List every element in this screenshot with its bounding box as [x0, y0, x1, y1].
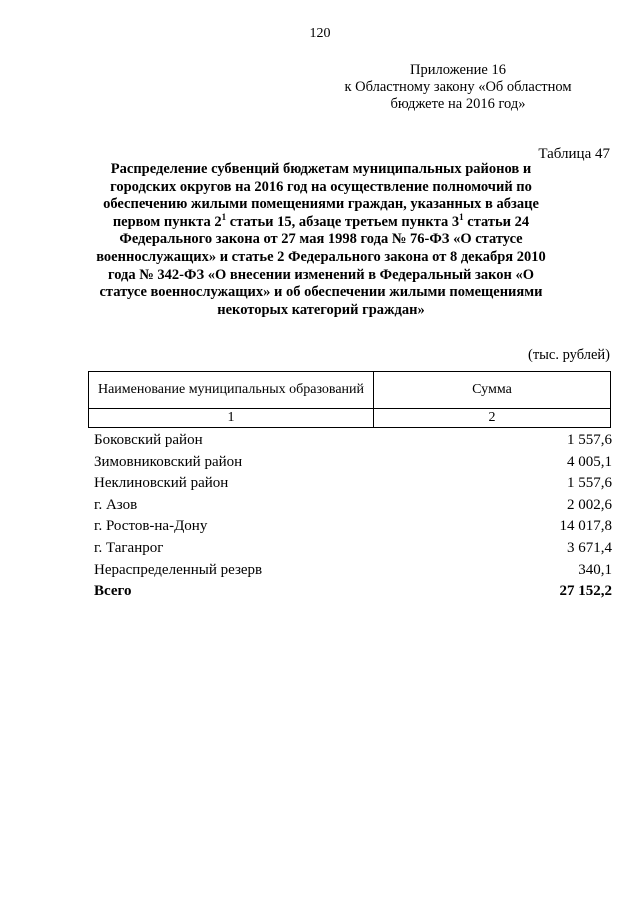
row-amount: 340,1	[578, 561, 612, 578]
row-name: г. Азов	[94, 496, 138, 513]
table-row	[94, 452, 612, 474]
row-amount: 3 671,4	[567, 539, 612, 556]
appendix-line-2: к Областному закону «Об областном	[344, 79, 572, 95]
units-label: (тыс. рублей)	[528, 347, 610, 363]
table-row	[94, 495, 612, 517]
total-row	[94, 581, 612, 603]
title-part-1: Распределение субвенций бюджетам муниципальных районов и городских округов на 2016 год на осуществление полномочий по обеспечению жилыми помещениями граждан, указанных в абзаце первом пункта 2	[103, 161, 539, 230]
row-amount: 14 017,8	[559, 518, 612, 535]
title-superscript-2: 1	[459, 211, 464, 222]
table-row	[94, 430, 612, 452]
document-title	[86, 161, 556, 319]
table-header	[88, 371, 611, 428]
table-row	[94, 560, 612, 582]
row-amount: 1 557,6	[567, 475, 612, 492]
row-name: Зимовниковский район	[94, 453, 243, 470]
appendix-line-1: Приложение 16	[410, 62, 506, 78]
column-number-1: 1	[89, 409, 374, 428]
total-label: Всего	[94, 583, 132, 600]
appendix-header	[308, 62, 608, 113]
row-name: Нераспределенный резерв	[94, 561, 263, 578]
title-part-2: статьи 15, абзаце третьем пункта 3	[226, 213, 460, 230]
row-amount: 1 557,6	[567, 432, 612, 448]
title-superscript-1: 1	[221, 211, 227, 222]
row-name: Неклиновский район	[94, 475, 229, 492]
appendix-line-3: бюджете на 2016 год»	[390, 96, 526, 112]
total-amount: 27 152,2	[559, 583, 612, 600]
row-name: г. Ростов-на-Дону	[94, 518, 208, 535]
row-amount: 2 002,6	[567, 496, 612, 513]
column-number-2: 2	[374, 409, 611, 428]
row-name: Боковский район	[94, 432, 203, 448]
row-name: г. Таганрог	[94, 539, 164, 556]
table-row	[94, 516, 612, 538]
table-row	[94, 538, 612, 560]
table-body	[94, 430, 612, 603]
title-part-3: статьи 24 Федерального закона от 27 мая 1998 года № 76-ФЗ «О статусе военнослужащих» и статье 2 Федерального закона от 8 декабря 2010 года № 342-ФЗ «О внесении изменений в Федеральный закон «О статусе военнослужащих» и об обеспечении жилыми помещениями некоторых категорий граждан»	[96, 213, 546, 318]
page-number: 120	[309, 26, 331, 41]
table-row	[94, 473, 612, 495]
column-header-name: Наименование муниципальных образований	[89, 372, 374, 409]
column-header-amount: Сумма	[374, 372, 611, 409]
table-label: Таблица 47	[538, 146, 610, 162]
row-amount: 4 005,1	[567, 453, 612, 470]
